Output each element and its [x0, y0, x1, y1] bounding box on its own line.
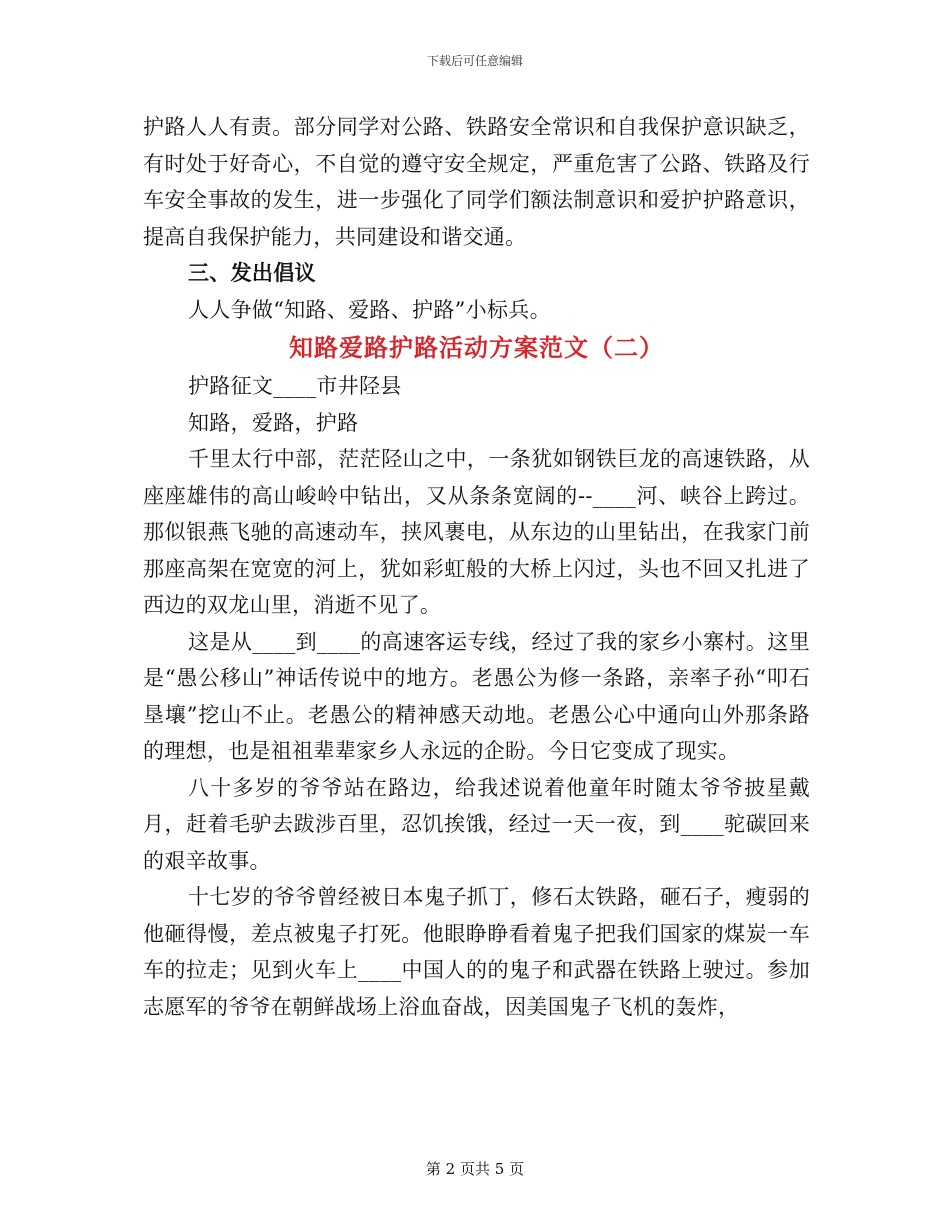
- paragraph-8: 十七岁的爷爷曾经被日本鬼子抓丁，修石太铁路，砸石子，瘦弱的他砸得慢，差点被鬼子打死。他眼睁睁看着鬼子把我们国家的煤炭一车车的拉走；见到火车上____中国人的的鬼子和武器在铁路上驶过。参加志愿军的爷爷在朝鲜战场上浴血奋战，因美国鬼子飞机的轰炸，: [143, 885, 810, 1019]
- paragraph-2: 人人争做“知路、爱路、护路”小标兵。: [188, 297, 551, 322]
- paragraph-4: 知路，爱路，护路: [188, 410, 359, 435]
- page-header: 下载后可任意编辑: [426, 54, 523, 68]
- paragraph-1: 护路人人有责。部分同学对公路、铁路安全常识和自我保护意识缺乏，有时处于好奇心，不自觉的遵守安全规定，严重危害了公路、铁路及行车安全事故的发生，进一步强化了同学们额法制意识和爱护护路意识，提高自我保护能力，共同建设和谐交通。: [143, 115, 810, 249]
- document-title: 知路爱路护路活动方案范文（二）: [289, 333, 664, 362]
- paragraph-6: 这是从____到____的高速客运专线，经过了我的家乡小寨村。这里是“愚公移山”神话传说中的地方。老愚公为修一条路，亲率子孙“叩石垦壤”挖山不止。老愚公的精神感天动地。老愚公心中通向山外那条路的理想，也是祖祖辈辈家乡人永远的企盼。今日它变成了现实。: [143, 629, 810, 763]
- page-footer: 第 2 页共 5 页: [425, 1160, 525, 1178]
- section-heading-3: 三、发出倡议: [188, 260, 316, 285]
- paragraph-3: 护路征文____市井陉县: [188, 374, 402, 398]
- paragraph-7: 八十多岁的爷爷站在路边，给我述说着他童年时随太爷爷披星戴月，赶着毛驴去跋涉百里，忍饥挨饿，经过一天一夜，到____驼碳回来的艰辛故事。: [143, 775, 810, 873]
- document-body: [143, 109, 810, 1025]
- paragraph-5: 千里太行中部，茫茫陉山之中，一条犹如钢铁巨龙的高速铁路，从座座雄伟的高山峻岭中钻出，又从条条宽阔的--____河、峡谷上跨过。那似银燕飞驰的高速动车，挟风裹电，从东边的山里钻出，在我家门前那座高架在宽宽的河上，犹如彩虹般的大桥上闪过，头也不回又扎进了西边的双龙山里，消逝不见了。: [143, 447, 810, 617]
